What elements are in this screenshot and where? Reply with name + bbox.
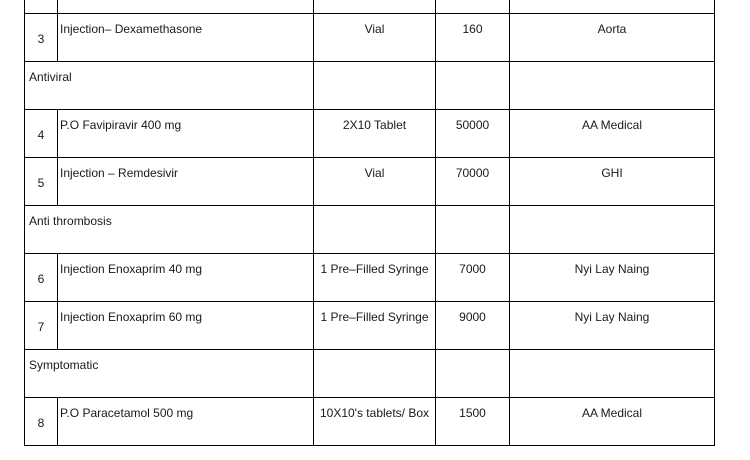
unit-cell <box>314 254 436 302</box>
supplier-text: AA Medical <box>581 406 643 420</box>
supplier-cell <box>510 110 715 158</box>
unit-cell <box>314 398 436 446</box>
supplier-cell <box>510 254 715 302</box>
item-name-cell <box>58 110 314 158</box>
quantity-cell <box>436 254 510 302</box>
serial-number-cell <box>25 254 58 302</box>
item-name-text: Injection Enoxaprim 60 mg <box>60 310 203 324</box>
supplier-cell <box>510 302 715 350</box>
empty-cell <box>314 350 436 398</box>
category-text: Antiviral <box>29 70 72 84</box>
item-name-cell <box>58 14 314 62</box>
unit-cell <box>314 158 436 206</box>
unit-text: 1 Pre–Filled Syringe <box>320 262 429 276</box>
quantity-cell <box>436 14 510 62</box>
unit-text: 2X10 Tablet <box>342 118 407 132</box>
table-row <box>25 398 715 446</box>
table-row <box>25 14 715 62</box>
category-label <box>25 350 314 398</box>
serial-number-cell <box>25 0 58 14</box>
supplier-cell <box>510 398 715 446</box>
unit-text: 10X10's tablets/ Box <box>319 406 430 420</box>
empty-cell <box>510 206 715 254</box>
serial-number-text: 6 <box>37 272 45 286</box>
category-row <box>25 206 715 254</box>
quantity-cell <box>436 398 510 446</box>
unit-cell <box>314 110 436 158</box>
category-row <box>25 350 715 398</box>
table-row <box>25 110 715 158</box>
item-name-cell <box>58 398 314 446</box>
serial-number-cell <box>25 398 58 446</box>
table-row <box>25 0 715 14</box>
serial-number-text: 7 <box>37 320 45 334</box>
serial-number-text: 4 <box>37 128 45 142</box>
table-row <box>25 254 715 302</box>
supplier-text: Nyi Lay Naing <box>574 262 650 276</box>
supplier-text: GHI <box>601 166 623 180</box>
serial-number-cell <box>25 14 58 62</box>
empty-cell <box>436 206 510 254</box>
unit-cell <box>314 14 436 62</box>
item-name-cell <box>58 158 314 206</box>
item-name-cell <box>58 302 314 350</box>
supplier-text: AA Medical <box>581 118 643 132</box>
quantity-text: 9000 <box>459 310 486 324</box>
unit-cell <box>314 302 436 350</box>
supplier-cell <box>510 0 715 14</box>
unit-text: Vial <box>364 22 385 36</box>
quantity-cell <box>436 158 510 206</box>
category-label <box>25 206 314 254</box>
serial-number-cell <box>25 158 58 206</box>
item-name-cell <box>58 0 314 14</box>
category-text: Symptomatic <box>29 358 99 372</box>
serial-number-text: 5 <box>37 176 45 190</box>
empty-cell <box>314 62 436 110</box>
item-name-text: P.O Paracetamol 500 mg <box>60 406 194 420</box>
category-row <box>25 62 715 110</box>
item-name-text: Injection– Dexamethasone <box>60 22 203 36</box>
item-name-text: Injection – Remdesivir <box>60 166 179 180</box>
serial-number-text: 8 <box>37 416 45 430</box>
supplier-text: Aorta <box>597 22 627 36</box>
table-row <box>25 302 715 350</box>
empty-cell <box>436 62 510 110</box>
item-name-text: P.O Favipiravir 400 mg <box>60 118 182 132</box>
serial-number-text: 3 <box>37 32 45 46</box>
unit-cell <box>314 0 436 14</box>
empty-cell <box>314 206 436 254</box>
item-name-text: Injection Enoxaprim 40 mg <box>60 262 203 276</box>
unit-text: Vial <box>364 166 385 180</box>
quantity-text: 70000 <box>455 166 490 180</box>
serial-number-cell <box>25 110 58 158</box>
category-text: Anti thrombosis <box>29 214 112 228</box>
quantity-text: 160 <box>462 22 483 36</box>
empty-cell <box>510 62 715 110</box>
table-row <box>25 158 715 206</box>
serial-number-cell <box>25 302 58 350</box>
item-name-cell <box>58 254 314 302</box>
quantity-text: 1500 <box>459 406 486 420</box>
empty-cell <box>510 350 715 398</box>
category-label <box>25 62 314 110</box>
quantity-cell <box>436 302 510 350</box>
medicine-table-body <box>25 0 715 446</box>
unit-text: 1 Pre–Filled Syringe <box>320 310 429 324</box>
quantity-text: 7000 <box>459 262 486 276</box>
medicine-table <box>24 0 715 446</box>
supplier-text: Nyi Lay Naing <box>574 310 650 324</box>
supplier-cell <box>510 14 715 62</box>
quantity-cell <box>436 0 510 14</box>
quantity-text: 50000 <box>455 118 490 132</box>
supplier-cell <box>510 158 715 206</box>
empty-cell <box>436 350 510 398</box>
quantity-cell <box>436 110 510 158</box>
